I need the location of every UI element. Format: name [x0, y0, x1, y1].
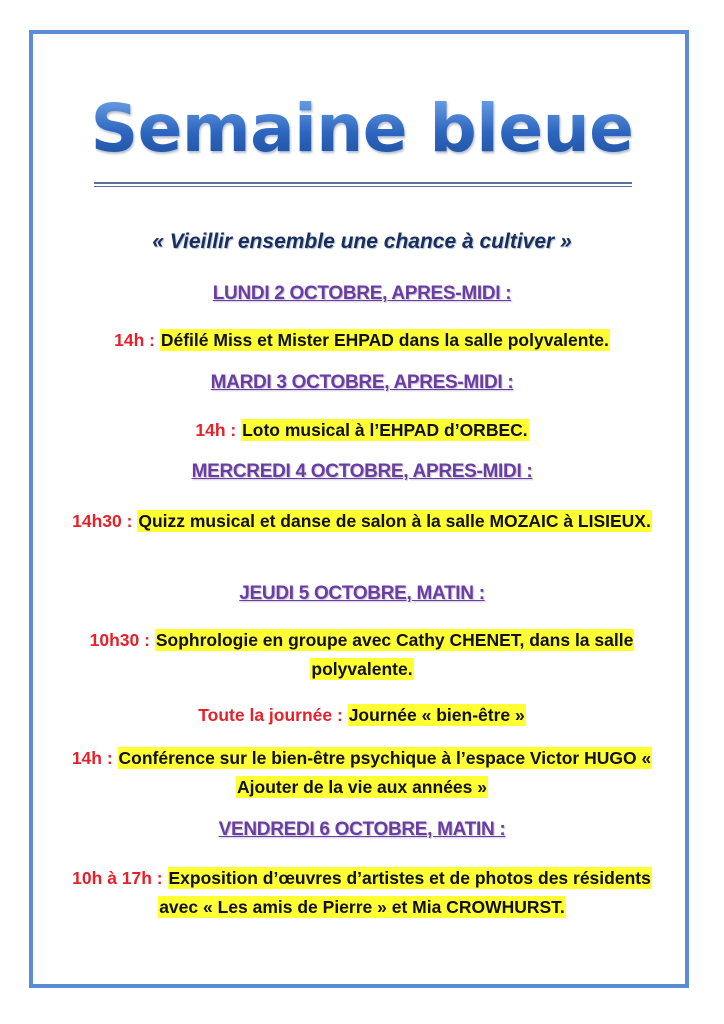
event-text: Conférence sur le bien-être psychique à l’espace Victor HUGO « Ajouter de la vie aux années »	[118, 748, 652, 797]
day-heading-thursday: JEUDI 5 OCTOBRE, MATIN :	[239, 583, 485, 604]
event-monday	[60, 326, 664, 355]
event-time: Toute la journée :	[198, 705, 348, 725]
day-heading-monday: LUNDI 2 OCTOBRE, APRES-MIDI :	[212, 283, 512, 304]
day-heading-tuesday: MARDI 3 OCTOBRE, APRES-MIDI :	[210, 372, 514, 393]
event-time: 14h :	[71, 748, 118, 768]
event-text: Quizz musical et danse de salon à la salle MOZAIC à LISIEUX.	[138, 511, 651, 531]
title-underline	[94, 182, 632, 184]
event-tuesday	[60, 416, 664, 445]
event-wednesday	[60, 507, 664, 536]
event-text: Journée « bien-être »	[348, 705, 525, 725]
event-thursday-2	[60, 701, 664, 730]
day-heading-wednesday: MERCREDI 4 OCTOBRE, APRES-MIDI :	[191, 461, 533, 482]
event-time: 10h à 17h :	[72, 868, 168, 888]
event-time: 14h30 :	[72, 511, 138, 531]
event-time: 14h :	[114, 330, 160, 350]
event-text: Sophrologie en groupe avec Cathy CHENET, dans la salle polyvalente.	[155, 630, 634, 679]
event-time: 10h30 :	[89, 630, 155, 650]
event-friday	[60, 864, 664, 922]
event-text: Exposition d’œuvres d’artistes et de photos des résidents avec « Les amis de Pierre » et Mia CROWHURST.	[159, 868, 651, 917]
day-heading-friday: VENDREDI 6 OCTOBRE, MATIN :	[218, 819, 506, 840]
event-thursday-3	[60, 744, 664, 802]
subtitle: « Vieillir ensemble une chance à cultiver »	[152, 230, 572, 253]
title-underline-thin	[94, 186, 632, 187]
event-text: Défilé Miss et Mister EHPAD dans la salle polyvalente.	[160, 330, 609, 350]
event-thursday-1	[60, 626, 664, 684]
event-text: Loto musical à l’EHPAD d’ORBEC.	[242, 420, 528, 440]
page-title: Semaine bleue	[0, 96, 724, 162]
event-time: 14h :	[195, 420, 242, 440]
